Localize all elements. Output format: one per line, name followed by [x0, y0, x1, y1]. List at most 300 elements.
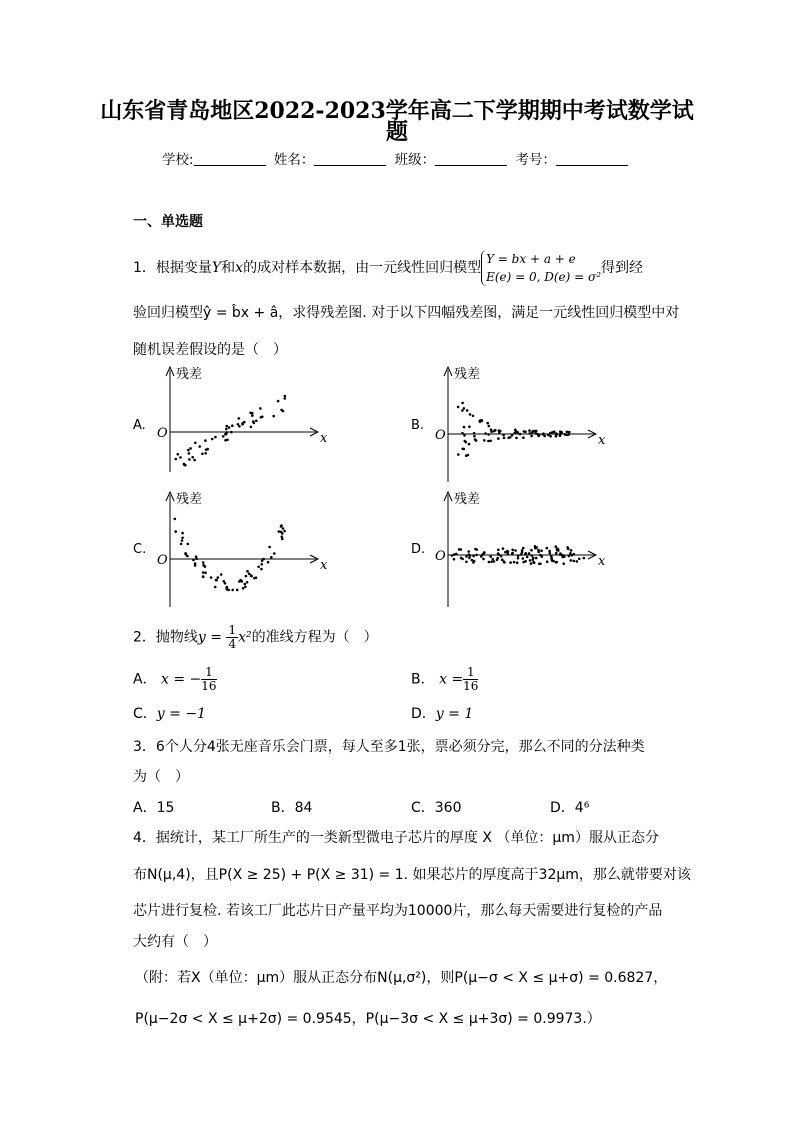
residual-dot — [530, 549, 533, 552]
residual-dot — [222, 580, 225, 583]
residual-dot — [549, 435, 552, 438]
residual-dot — [246, 570, 249, 573]
residual-dot — [497, 552, 500, 555]
q2-option-b[interactable] — [411, 666, 478, 693]
residual-dot — [568, 555, 571, 558]
residual-dot — [244, 586, 247, 589]
residual-dot — [494, 429, 497, 432]
residual-dot — [473, 432, 476, 435]
residual-dot — [549, 432, 552, 435]
residual-dot — [280, 531, 283, 534]
residual-dot — [471, 559, 474, 562]
residual-dot — [463, 434, 466, 437]
q2-option-a-num: 1 — [201, 666, 216, 680]
residual-dot — [521, 551, 524, 554]
residual-dot — [250, 426, 253, 429]
q1-line1 — [133, 250, 643, 286]
residual-dot — [573, 553, 576, 556]
residual-dot — [547, 434, 550, 437]
q3-option-b[interactable]: B．84 — [271, 800, 313, 816]
residual-dot — [530, 435, 533, 438]
q1-var-x: x — [235, 260, 244, 276]
residual-dot — [220, 573, 223, 576]
q1-var-Y: Y — [211, 260, 222, 276]
q2-option-d-label: D． — [411, 706, 436, 722]
residual-dot — [522, 547, 525, 550]
residual-dot — [453, 558, 456, 561]
residual-dot — [192, 559, 195, 562]
q1-model-eq1: Y = bx + a + e — [486, 252, 576, 266]
residual-dot — [511, 549, 514, 552]
residual-dot — [204, 571, 207, 574]
residual-dot — [500, 555, 503, 558]
residual-dot — [583, 557, 586, 560]
residual-dot — [461, 432, 464, 435]
residual-dot — [472, 415, 475, 418]
x-axis-label: x — [598, 433, 606, 448]
origin-label: O — [435, 549, 446, 564]
residual-dot — [465, 561, 468, 564]
residual-dot — [552, 560, 555, 563]
x-axis-label: x — [598, 554, 606, 569]
residual-dot — [511, 552, 514, 555]
residual-dot — [179, 456, 182, 459]
residual-dot — [194, 564, 197, 567]
residual-dot — [181, 537, 184, 540]
q2-option-c[interactable] — [133, 703, 206, 723]
residual-dot — [198, 445, 201, 448]
residual-dot — [187, 543, 190, 546]
residual-dot — [282, 527, 285, 530]
residual-dot — [555, 435, 558, 438]
q1-text-c: 得到经 — [601, 260, 644, 276]
residual-dot — [250, 574, 253, 577]
q2-option-b-num: 1 — [463, 666, 478, 680]
residual-dot — [490, 560, 493, 563]
class-blank[interactable] — [435, 151, 507, 166]
residual-dot — [539, 554, 542, 557]
residual-dot — [517, 557, 520, 560]
q2-option-a-den: 16 — [201, 679, 217, 693]
residual-dot — [253, 422, 256, 425]
residual-dot — [537, 551, 540, 554]
residual-dot — [490, 430, 493, 433]
residual-dot — [570, 549, 573, 552]
residual-dot — [483, 439, 486, 442]
residual-dot — [255, 420, 258, 423]
page-title-continued: 题 — [385, 119, 408, 145]
q1-model-system — [481, 250, 601, 286]
residual-dot — [214, 586, 217, 589]
origin-label: O — [157, 553, 168, 568]
residual-dot — [461, 448, 464, 451]
residual-dot — [469, 413, 472, 416]
residual-dot — [563, 555, 566, 558]
residual-dot — [535, 557, 538, 560]
residual-dot — [226, 439, 229, 442]
residual-dot — [535, 547, 538, 550]
residual-dot — [281, 535, 284, 538]
q3-option-d[interactable] — [550, 797, 589, 817]
residual-dot — [280, 525, 283, 528]
residual-dot — [241, 580, 244, 583]
residual-dot — [467, 454, 470, 457]
residual-dot — [472, 561, 475, 564]
residual-dot — [496, 557, 499, 560]
q2-text-a: 2．抛物线 — [133, 629, 198, 646]
residual-dot — [507, 437, 510, 440]
residual-dot — [259, 407, 262, 410]
residual-dot — [529, 559, 532, 562]
q1-line2: 验回归模型ŷ = b̂x + â，求得残差图. 对于以下四幅残差图，满足一元线性回归模型中对 — [133, 305, 680, 321]
residual-dot — [463, 407, 466, 410]
residual-dot — [519, 433, 522, 436]
residual-dot — [251, 414, 254, 417]
school-blank[interactable] — [194, 151, 266, 166]
q2-fraction — [226, 624, 238, 651]
residual-dot — [540, 549, 543, 552]
residual-dot — [466, 409, 469, 412]
residual-dot — [566, 434, 569, 437]
residual-dot — [530, 562, 533, 565]
plot-a-option-label[interactable]: A. — [133, 418, 146, 433]
residual-dot — [251, 412, 254, 415]
residual-dot — [188, 452, 191, 455]
residual-dot — [202, 561, 205, 564]
y-axis-label: 残差 — [454, 492, 481, 507]
residual-dot — [204, 439, 207, 442]
residual-dot — [222, 435, 225, 438]
residual-dot — [482, 552, 485, 555]
residual-dot — [535, 432, 538, 435]
residual-dot — [201, 453, 204, 456]
residual-dot — [277, 400, 280, 403]
residual-dot — [570, 559, 573, 562]
residual-dot — [457, 406, 460, 409]
name-blank[interactable] — [314, 151, 386, 166]
residual-dot — [507, 552, 510, 555]
residual-dot — [188, 458, 191, 461]
residual-dot — [559, 433, 562, 436]
residual-dot — [184, 553, 187, 556]
residual-dot — [513, 561, 516, 564]
residual-dot — [576, 560, 579, 563]
q2-option-c-label: C． — [133, 706, 157, 722]
plot-d-option-label[interactable]: D. — [411, 542, 426, 557]
residual-dot — [255, 576, 258, 579]
residual-dot — [241, 423, 244, 426]
residual-plot-a — [150, 362, 330, 477]
q3-line2: 为（ ） — [133, 769, 189, 785]
residual-dot — [480, 419, 483, 422]
residual-dot — [532, 430, 535, 433]
origin-label: O — [157, 426, 168, 441]
residual-dot — [549, 552, 552, 555]
residual-dot — [231, 589, 234, 592]
residual-dot — [194, 442, 197, 445]
residual-dot — [514, 549, 517, 552]
y-axis-label: 残差 — [176, 367, 203, 382]
q1-line3: 随机误差假设的是（ ） — [133, 342, 287, 358]
residual-dot — [468, 443, 471, 446]
residual-dot — [511, 434, 514, 437]
residual-dot — [578, 558, 581, 561]
residual-dot — [488, 561, 491, 564]
residual-dot — [497, 437, 500, 440]
residual-dot — [225, 428, 228, 431]
number-blank[interactable] — [556, 151, 628, 166]
residual-dot — [573, 560, 576, 563]
residual-dot — [215, 579, 218, 582]
residual-dot — [487, 433, 490, 436]
q2-option-a-expr: x = − — [161, 671, 202, 688]
residual-dot — [226, 425, 229, 428]
residual-dot — [568, 431, 571, 434]
residual-dot — [522, 436, 525, 439]
residual-dot — [205, 448, 208, 451]
residual-dot — [532, 558, 535, 561]
q3-option-c[interactable]: C．360 — [411, 800, 462, 816]
residual-plot-d — [428, 487, 608, 612]
residual-dot — [563, 433, 566, 436]
residual-dot — [474, 438, 477, 441]
residual-dot — [217, 576, 220, 579]
residual-dot — [489, 555, 492, 558]
residual-dot — [503, 437, 506, 440]
q2-option-b-expr: x = — [439, 671, 464, 688]
residual-dot — [268, 546, 271, 549]
q2-x-squared: x² — [238, 629, 252, 646]
origin-label: O — [435, 428, 446, 443]
residual-dot — [555, 552, 558, 555]
residual-dot — [242, 587, 245, 590]
residual-dot — [556, 548, 559, 551]
residual-dot — [210, 576, 213, 579]
residual-dot — [460, 557, 463, 560]
residual-dot — [202, 576, 205, 579]
residual-dot — [528, 432, 531, 435]
residual-dot — [523, 430, 526, 433]
residual-dot — [516, 561, 519, 564]
x-axis-label: x — [320, 558, 328, 573]
class-label: 班级： — [394, 152, 436, 168]
residual-dot — [509, 561, 512, 564]
number-label: 考号： — [515, 152, 556, 168]
residual-dot — [458, 548, 461, 551]
residual-dot — [455, 553, 458, 556]
section-heading: 一、单选题 — [133, 214, 203, 230]
residual-dot — [537, 435, 540, 438]
q3-line1: 3．6个人分4张无座音乐会门票，每人至多1张，票必须分完，那么不同的分法种类 — [133, 739, 645, 755]
residual-dot — [189, 447, 192, 450]
residual-dot — [566, 431, 569, 434]
residual-dot — [487, 440, 490, 443]
page-title: 山东省青岛地区2022-2023学年高二下学期期中考试数学试 — [100, 98, 694, 124]
residual-dot — [453, 553, 456, 556]
residual-dot — [184, 464, 187, 467]
residual-dot — [528, 552, 531, 555]
q2-option-b-label: B． — [411, 671, 435, 688]
residual-dot — [246, 581, 249, 584]
residual-dot — [567, 548, 570, 551]
residual-dot — [488, 425, 491, 428]
residual-dot — [174, 518, 177, 521]
residual-dot — [202, 571, 205, 574]
q4-appendix-line2: P(μ−2σ < X ≤ μ+2σ) = 0.9545，P(μ−3σ < X ≤ μ+3σ) = 0.9973.） — [135, 1011, 601, 1027]
q2-frac-den: 4 — [228, 637, 237, 651]
residual-dot — [174, 530, 177, 533]
q2-option-a-frac — [201, 666, 216, 693]
residual-dot — [228, 426, 231, 429]
school-label: 学校: — [162, 152, 194, 168]
residual-dot — [515, 430, 518, 433]
residual-dot — [283, 530, 286, 533]
residual-dot — [244, 583, 247, 586]
residual-dot — [569, 552, 572, 555]
residual-dot — [260, 416, 263, 419]
q2-option-b-den: 16 — [463, 679, 479, 693]
residual-dot — [238, 417, 241, 420]
q1-text-a: 1．根据变量 — [133, 260, 212, 276]
residual-dot — [546, 560, 549, 563]
residual-dot — [539, 563, 542, 566]
residual-dot — [498, 429, 501, 432]
residual-dot — [226, 588, 229, 591]
residual-dot — [515, 437, 518, 440]
residual-dot — [267, 561, 270, 564]
q3-option-d-label: D． — [550, 800, 575, 816]
residual-dot — [260, 568, 263, 571]
name-label: 姓名： — [273, 152, 315, 168]
residual-dot — [493, 560, 496, 563]
residual-dot — [278, 530, 281, 533]
residual-dot — [502, 434, 505, 437]
residual-dot — [230, 431, 233, 434]
residual-dot — [502, 547, 505, 550]
q2-frac-num: 1 — [228, 623, 237, 637]
plot-c-option-label[interactable]: C. — [133, 542, 147, 557]
residual-dot — [181, 532, 184, 535]
residual-dot — [489, 440, 492, 443]
residual-dot — [528, 429, 531, 432]
residual-dot — [474, 548, 477, 551]
residual-dot — [492, 558, 495, 561]
residual-dot — [486, 422, 489, 425]
residual-dot — [281, 538, 284, 541]
plot-b-option-label[interactable]: B. — [411, 418, 425, 433]
residual-dot — [559, 430, 562, 433]
residual-dot — [237, 423, 240, 426]
residual-dot — [231, 424, 234, 427]
residual-dot — [472, 555, 475, 558]
residual-dot — [270, 556, 273, 559]
q4-line2: 布N(μ,4)，且P(X ≥ 25) + P(X ≥ 31) = 1. 如果芯片的厚度高于32μm，那么就带要对该 — [133, 867, 691, 883]
residual-dot — [261, 560, 264, 563]
residual-dot — [501, 558, 504, 561]
q2-option-a[interactable] — [133, 666, 217, 693]
residual-dot — [465, 555, 468, 558]
q4-line4: 大约有（ ） — [133, 934, 217, 950]
q4-appendix-line1: （附：若X（单位：μm）服从正态分布N(μ,σ²)，则P(μ−σ < X ≤ μ+σ) = 0.6827， — [135, 970, 668, 986]
residual-dot — [522, 561, 525, 564]
q3-option-d-value: 4⁶ — [574, 800, 590, 816]
residual-dot — [181, 539, 184, 542]
q1-and: 和 — [221, 260, 236, 276]
y-axis-label: 残差 — [454, 367, 481, 382]
q2-stem — [133, 624, 378, 651]
residual-dot — [555, 432, 558, 435]
x-axis-label: x — [320, 431, 328, 446]
residual-dot — [526, 556, 529, 559]
residual-dot — [559, 553, 562, 556]
residual-dot — [191, 456, 194, 459]
residual-dot — [245, 575, 248, 578]
residual-dot — [498, 432, 501, 435]
residual-dot — [248, 572, 251, 575]
residual-dot — [497, 549, 500, 552]
q2-y-eq: y = — [197, 629, 223, 646]
residual-dot — [180, 543, 183, 546]
q2-option-a-label: A． — [133, 671, 157, 688]
q1-text-b: 的成对样本数据，由一元线性回归模型 — [243, 260, 482, 276]
residual-dot — [484, 432, 487, 435]
residual-dot — [243, 421, 246, 424]
residual-dot — [504, 551, 507, 554]
residual-dot — [463, 426, 466, 429]
q4-line3: 芯片进行复检. 若该工厂此芯片日产量平均为10000片，那么每天需要进行复检的产品 — [133, 903, 663, 919]
residual-dot — [457, 453, 460, 456]
y-axis-label: 残差 — [176, 492, 203, 507]
residual-dot — [193, 459, 196, 462]
residual-dot — [280, 409, 283, 412]
student-info-row — [0, 148, 794, 168]
residual-dot — [461, 402, 464, 405]
residual-plot-c — [150, 487, 330, 612]
residual-dot — [555, 561, 558, 564]
q2-option-c-value: y = −1 — [156, 706, 206, 722]
q2-option-d[interactable] — [411, 703, 473, 723]
residual-dot — [202, 564, 205, 567]
residual-dot — [214, 436, 217, 439]
residual-dot — [546, 547, 549, 550]
residual-dot — [468, 425, 471, 428]
residual-dot — [195, 558, 198, 561]
residual-dot — [273, 552, 276, 555]
residual-dot — [473, 435, 476, 438]
residual-dot — [542, 433, 545, 436]
q1-model-eq2: E(e) = 0, D(e) = σ² — [486, 270, 602, 284]
residual-dot — [211, 438, 214, 441]
residual-dot — [260, 563, 263, 566]
q2-option-d-value: y = 1 — [435, 706, 474, 722]
residual-dot — [226, 431, 229, 434]
residual-dot — [177, 453, 180, 456]
residual-dot — [525, 552, 528, 555]
residual-dot — [175, 458, 178, 461]
residual-dot — [284, 397, 287, 400]
q3-option-a[interactable]: A．15 — [133, 800, 175, 816]
residual-dot — [467, 550, 470, 553]
residual-dot — [532, 561, 535, 564]
residual-dot — [475, 554, 478, 557]
residual-dot — [257, 566, 260, 569]
residual-dot — [187, 449, 190, 452]
residual-dot — [236, 589, 239, 592]
residual-dot — [284, 395, 287, 398]
q4-line1: 4．据统计，某工厂所生产的一类新型微电子芯片的厚度 X （单位：μm）服从正态分 — [133, 830, 659, 846]
residual-dot — [204, 452, 207, 455]
residual-dot — [555, 545, 558, 548]
